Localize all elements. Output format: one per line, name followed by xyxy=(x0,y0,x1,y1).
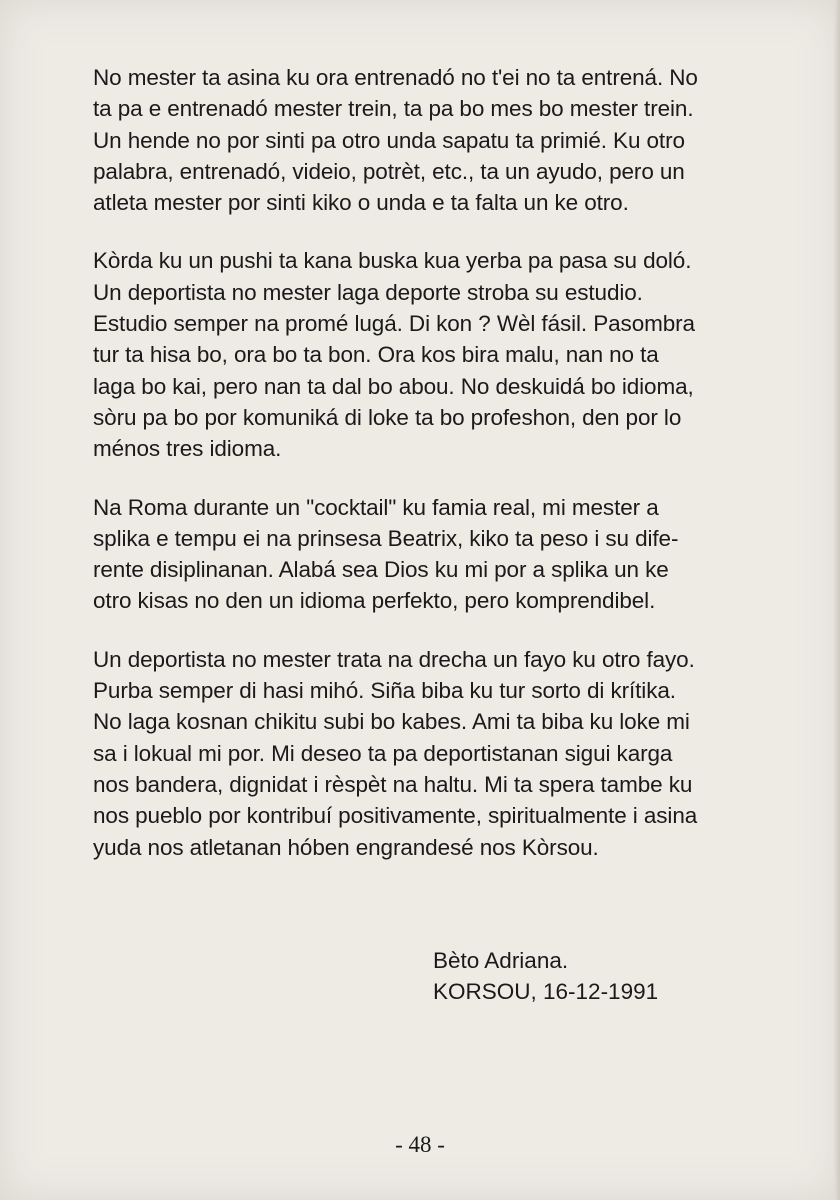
text-line: atleta mester por sinti kiko o unda e ta falta un ke otro. xyxy=(93,190,629,216)
text-line: splika e tempu ei na prinsesa Beatrix, kiko ta peso i su dife- xyxy=(93,525,679,551)
text-line: Un deportista no mester laga deporte stroba su estudio. xyxy=(93,279,643,305)
text-line: sòru pa bo por komuniká di loke ta bo profeshon, den por lo xyxy=(93,404,682,430)
text-line: Un hende no por sinti pa otro unda sapatu ta primié. Ku otro xyxy=(93,127,685,153)
text-line: palabra, entrenadó, videio, potrèt, etc., ta un ayudo, pero un xyxy=(93,158,685,184)
text-line: Kòrda ku un pushi ta kana buska kua yerba pa pasa su doló. xyxy=(93,248,692,274)
text-line: nos bandera, dignidat i rèspèt na haltu. Mi ta spera tambe ku xyxy=(93,771,693,797)
paragraph-3 xyxy=(93,492,753,617)
paragraph-2 xyxy=(93,245,753,464)
text-line: ménos tres idioma. xyxy=(93,436,282,462)
text-line: sa i lokual mi por. Mi deseo ta pa deportistanan sigui karga xyxy=(93,740,673,766)
page-edge xyxy=(834,0,840,1200)
signature-name: Bèto Adriana. xyxy=(433,948,569,973)
paragraph-1 xyxy=(93,62,753,218)
text-line: No laga kosnan chikitu subi bo kabes. Ami ta biba ku loke mi xyxy=(93,709,690,735)
text-line: nos pueblo por kontribuí positivamente, spiritualmente i asina xyxy=(93,803,698,829)
text-line: Na Roma durante un "cocktail" ku famia real, mi mester a xyxy=(93,494,659,520)
text-line: No mester ta asina ku ora entrenadó no t'ei no ta entrená. No xyxy=(93,65,698,90)
text-line: otro kisas no den un idioma perfekto, pero komprendibel. xyxy=(93,588,656,614)
text-line: Purba semper di hasi mihó. Siña biba ku tur sorto di krítika. xyxy=(93,678,676,704)
signature-place-date: KORSOU, 16-12-1991 xyxy=(433,979,659,1005)
paragraph-4 xyxy=(93,644,753,863)
text-line: Un deportista no mester trata na drecha un fayo ku otro fayo. xyxy=(93,646,695,672)
signature-block xyxy=(433,945,658,1008)
text-line: laga bo kai, pero nan ta dal bo abou. No deskuidá bo idioma, xyxy=(93,373,694,399)
page-number: - 48 - xyxy=(395,1132,445,1157)
text-line: Estudio semper na promé lugá. Di kon ? Wèl fásil. Pasombra xyxy=(93,311,695,337)
text-line: tur ta hisa bo, ora bo ta bon. Ora kos bira malu, nan no ta xyxy=(93,342,659,368)
text-line: rente disiplinanan. Alabá sea Dios ku mi por a splika un ke xyxy=(93,557,669,583)
text-line: yuda nos atletanan hóben engrandesé nos Kòrsou. xyxy=(93,834,599,860)
body-text xyxy=(93,62,753,890)
text-line: ta pa e entrenadó mester trein, ta pa bo mes bo mester trein. xyxy=(93,96,694,122)
